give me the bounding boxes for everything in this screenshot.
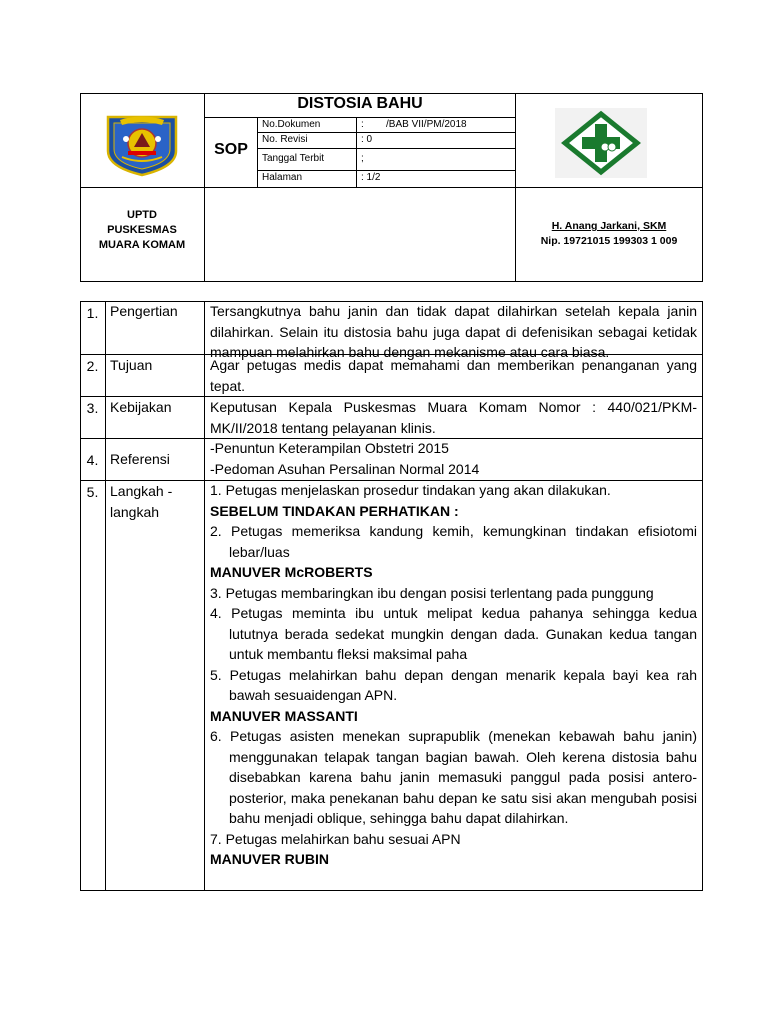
row-label-pengertian: Pengertian bbox=[110, 303, 178, 319]
table-divider bbox=[105, 301, 106, 891]
row-label-tujuan: Tujuan bbox=[110, 357, 153, 373]
step-section-heading: MANUVER MASSANTI bbox=[210, 707, 358, 724]
row-text-langkah bbox=[204, 479, 703, 870]
issue-date-value: ; bbox=[361, 153, 364, 164]
header-divider bbox=[257, 148, 515, 149]
page-label: Halaman bbox=[262, 172, 303, 183]
document-title: DISTOSIA BAHU bbox=[297, 95, 423, 112]
reference-item: -Pedoman Asuhan Persalinan Normal 2014 bbox=[210, 460, 480, 477]
page-value: : 1/2 bbox=[361, 172, 381, 183]
issue-date-label: Tanggal Terbit bbox=[262, 153, 325, 164]
header-divider bbox=[80, 187, 703, 188]
row-number: 3. bbox=[86, 400, 99, 416]
row-label-kebijakan: Kebijakan bbox=[110, 399, 172, 415]
org-line: UPTD bbox=[127, 209, 157, 221]
step-item: 4. Petugas meminta ibu untuk melipat kedua pahanya sehingga kedua lututnya berada sedekat mungkin dengan dada. Gunakan kedua tangan untuk membantu fleksi maksimal paha bbox=[210, 605, 697, 662]
sop-label: SOP bbox=[214, 141, 248, 158]
step-item: 7. Petugas melahirkan bahu sesuai APN bbox=[210, 830, 461, 847]
row-label-langkah: Langkah - langkah bbox=[110, 483, 173, 520]
org-line: MUARA KOMAM bbox=[98, 239, 186, 251]
doc-number-label: No.Dokumen bbox=[262, 119, 321, 130]
row-text-pengertian: Tersangkutnya bahu janin dan tidak dapat dilahirkan setelah kepala janin dilahirkan. Selain itu distosia bahu juga dapat di defenisikan sebagai ketidak mampuan melahirkan bahu dengan mekanisme atau cara biasa. bbox=[210, 303, 697, 360]
row-label-referensi: Referensi bbox=[110, 451, 170, 467]
org-line: PUSKESMAS bbox=[107, 224, 177, 236]
step-section-heading: MANUVER McROBERTS bbox=[210, 564, 373, 580]
signatory-name: H. Anang Jarkani, SKM bbox=[551, 220, 667, 232]
signatory bbox=[516, 219, 702, 249]
doc-number-value: : /BAB VII/PM/2018 bbox=[361, 119, 467, 130]
step-item: 1. Petugas menjelaskan prosedur tindakan yang akan dilakukan. bbox=[210, 482, 611, 498]
row-number: 2. bbox=[86, 358, 99, 374]
step-item: 5. Petugas melahirkan bahu depan dengan menarik kepala bayi kea rah bawah sesuaidengan APN. bbox=[210, 666, 697, 703]
row-text-kebijakan: Keputusan Kepala Puskesmas Muara Komam Nomor : 440/021/PKM-MK/II/2018 tentang pelayanan klinis. bbox=[210, 399, 697, 436]
row-text-referensi bbox=[204, 437, 703, 479]
step-section-heading: MANUVER RUBIN bbox=[210, 851, 329, 867]
row-text-tujuan: Agar petugas medis dapat memahami dan memberikan penanganan yang tepat. bbox=[210, 357, 697, 394]
reference-item: -Penuntun Keterampilan Obstetri 2015 bbox=[210, 440, 449, 456]
revision-label: No. Revisi bbox=[262, 134, 308, 145]
row-number: 4. bbox=[86, 452, 99, 468]
regional-emblem-logo bbox=[104, 111, 180, 177]
step-section-heading: SEBELUM TINDAKAN PERHATIKAN : bbox=[210, 502, 459, 519]
row-number: 1. bbox=[86, 305, 99, 321]
step-item: 6. Petugas asisten menekan suprapublik (menekan kebawah bahu janin) menggunakan telapak tangan bagian bawah. Oleh kerena distosia bahu disebabkan karena bahu janin memasuki panggul pada posisi antero-posterior, maka penekanan bahu depan ke satu sisi akan mengubah posisi bahu menjadi oblique, sehingga bahu dapat dilahirkan. bbox=[210, 728, 697, 826]
signatory-nip: Nip. 19721015 199303 1 009 bbox=[540, 235, 678, 247]
revision-value: : 0 bbox=[361, 134, 373, 145]
organization-name bbox=[80, 208, 204, 253]
step-item: 2. Petugas memeriksa kandung kemih, kemungkinan tindakan efisiotomi lebar/luas bbox=[210, 523, 697, 560]
puskesmas-logo bbox=[555, 108, 647, 178]
step-item: 3. Petugas membaringkan ibu dengan posisi terlentang pada punggung bbox=[210, 584, 654, 601]
row-number: 5. bbox=[86, 484, 99, 500]
